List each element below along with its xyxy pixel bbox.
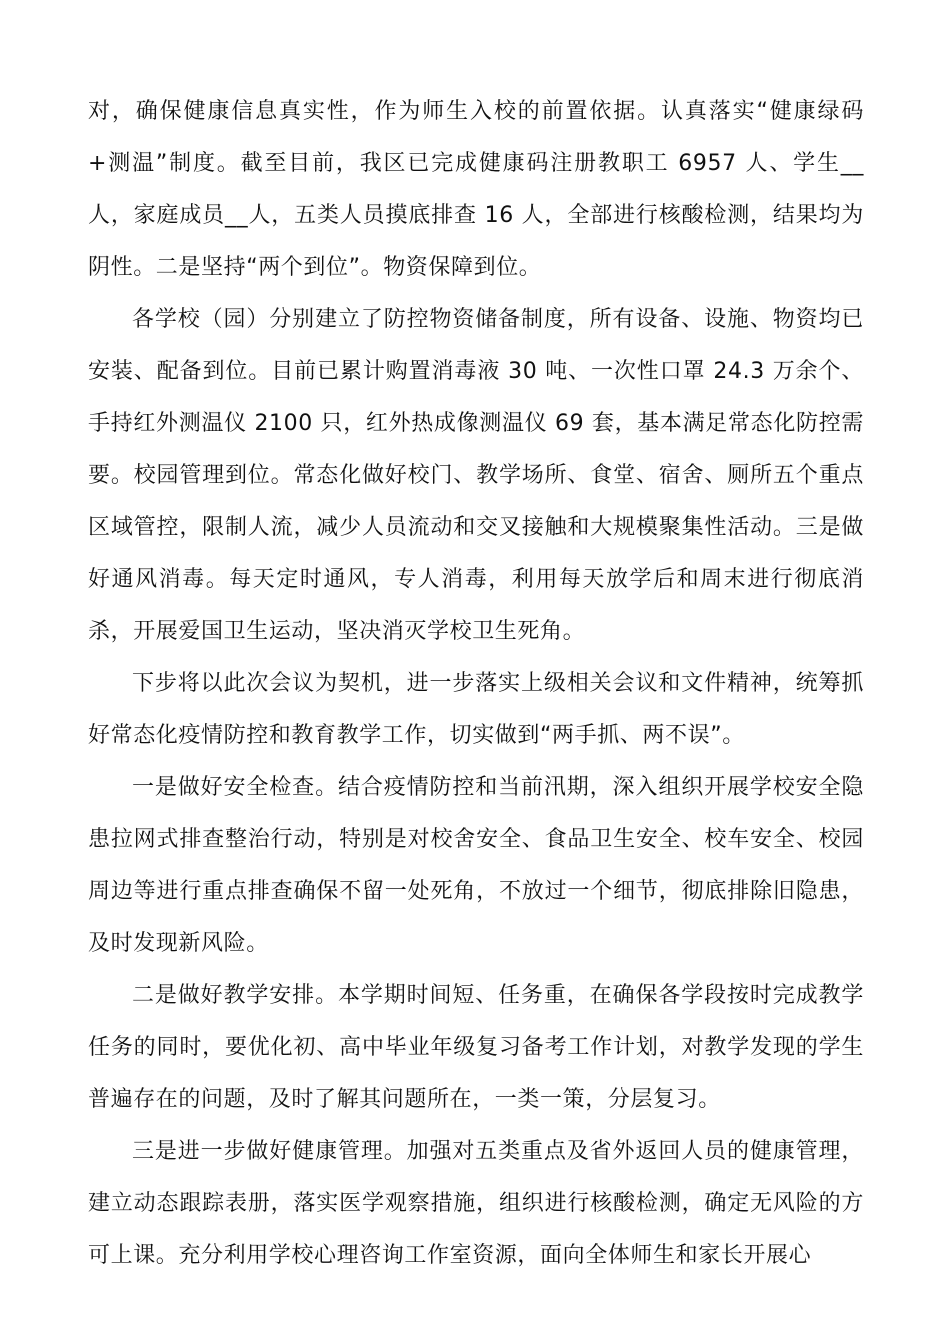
paragraph-teaching-plan: 二是做好教学安排。本学期时间短、任务重，在确保各学段按时完成教学任务的同时，要优化初、高中毕业年级复习备考工作计划，对教学发现的学生普遍存在的问题，及时了解其问题所在，一类一策，分层复习。 [88,983,864,1112]
paragraph-next-steps: 下步将以此次会议为契机，进一步落实上级相关会议和文件精神，统筹抓好常态化疫情防控和教育教学工作，切实做到“两手抓、两不误”。 [88,671,864,748]
paragraph-safety-check: 一是做好安全检查。结合疫情防控和当前汛期，深入组织开展学校安全隐患拉网式排查整治行动，特别是对校舍安全、食品卫生安全、校车安全、校园周边等进行重点排查确保不留一处死角，不放过一个细节，彻底排除旧隐患，及时发现新风险。 [88,775,864,956]
paragraph-supplies: 各学校（园）分别建立了防控物资储备制度，所有设备、设施、物资均已安装、配备到位。目前已累计购置消毒液 30 吨、一次性口罩 24.3 万余个、手持红外测温仪 2100 只，红外热成像测温仪 69 套，基本满足常态化防控需要。校园管理到位。常态化做好校门、教学场所、食堂、宿舍、厕所五个重点区域管控，限制人流，减少人员流动和交叉接触和大规模聚集性活动。三是做好通风消毒。每天定时通风，专人消毒，利用每天放学后和周末进行彻底消杀，开展爱国卫生运动，坚决消灭学校卫生死角。 [88,307,864,644]
paragraph-health-management: 三是进一步做好健康管理。加强对五类重点及省外返回人员的健康管理，建立动态跟踪表册，落实医学观察措施，组织进行核酸检测，确定无风险的方可上课。充分利用学校心理咨询工作室资源，面向全体师生和家长开展心 [88,1139,864,1268]
document-page [88,86,864,1282]
paragraph-continued: 对，确保健康信息真实性，作为师生入校的前置依据。认真落实“健康绿码+测温”制度。截至目前，我区已完成健康码注册教职工 6957 人、学生__人，家庭成员__人，五类人员摸底排查 16 人，全部进行核酸检测，结果均为阴性。二是坚持“两个到位”。物资保障到位。 [88,99,864,280]
